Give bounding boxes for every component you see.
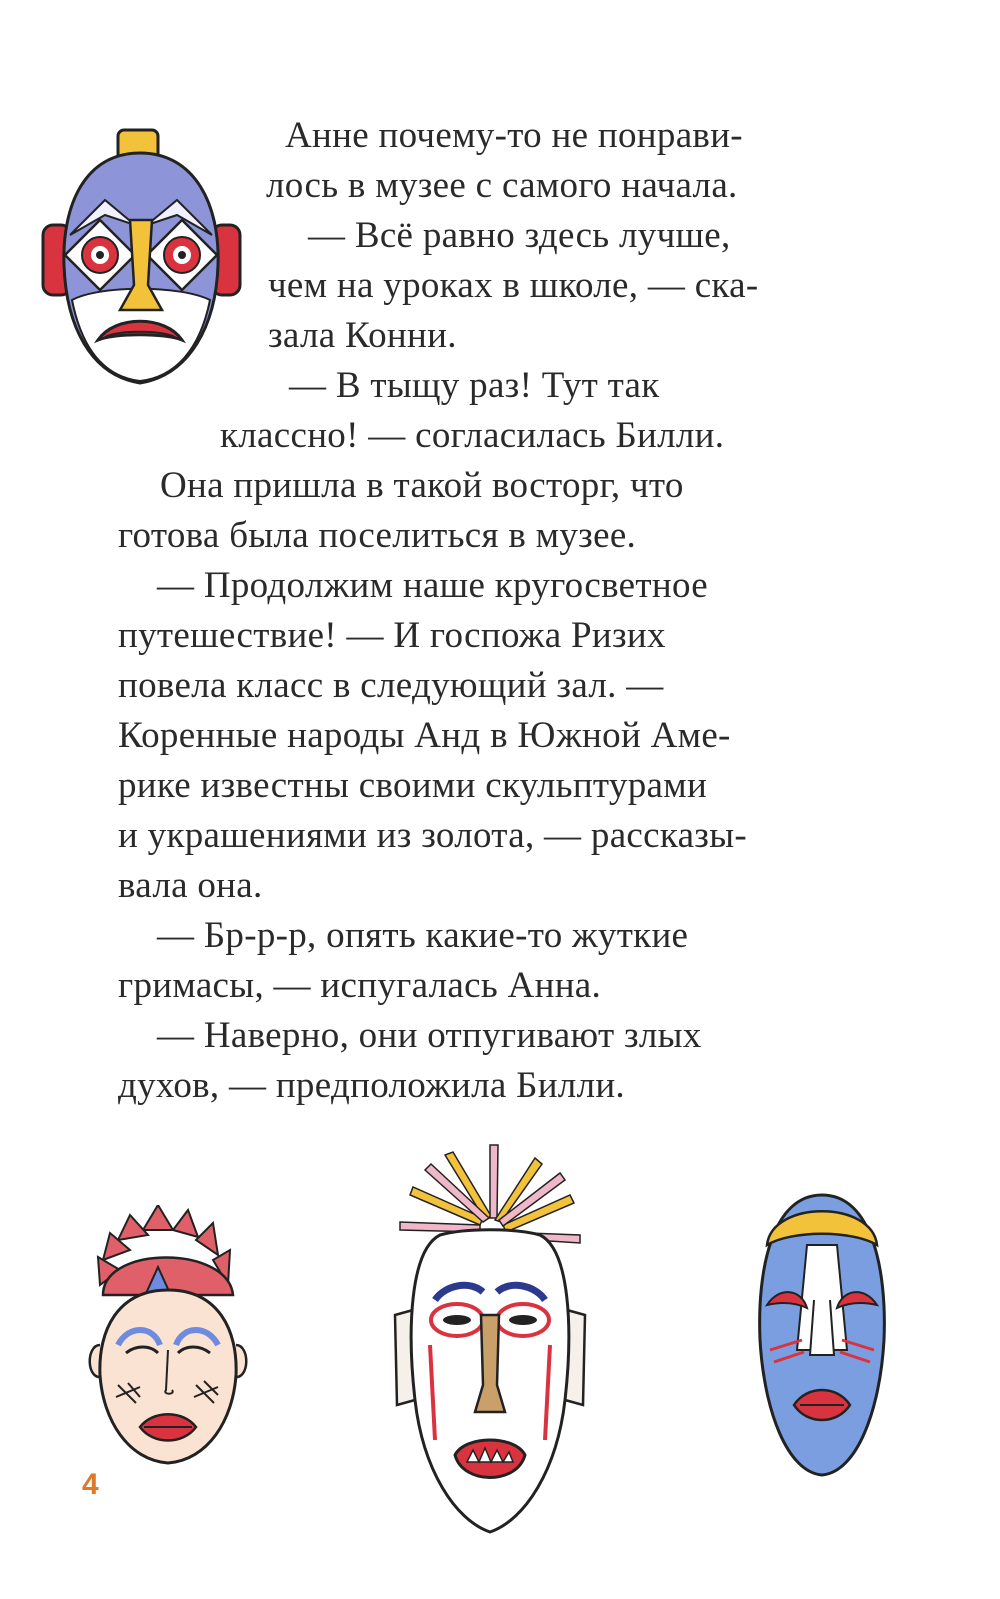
text-line: путешествие! — И госпожа Ризих xyxy=(118,615,666,656)
text-line: — Наверно, они отпугивают злых xyxy=(157,1015,702,1056)
text-line: готова была поселиться в музее. xyxy=(118,515,637,556)
bottom-center-mask-illustration xyxy=(385,1140,595,1540)
text-line: чем на уроках в школе, — ска- xyxy=(268,265,759,306)
bottom-right-mask-illustration xyxy=(752,1190,892,1480)
text-line: — Продолжим наше кругосветное xyxy=(157,565,708,606)
text-line: лось в музее с самого начала. xyxy=(266,165,738,206)
text-line: — В тыщу раз! Тут так xyxy=(289,365,660,406)
text-line: вала она. xyxy=(118,865,263,906)
page-number: 4 xyxy=(82,1468,99,1501)
text-line: гримасы, — испугалась Анна. xyxy=(118,965,602,1006)
text-line: рике известны своими скульптурами xyxy=(118,765,708,806)
top-mask-illustration xyxy=(40,125,245,387)
text-line: зала Конни. xyxy=(268,315,457,356)
bottom-left-mask-illustration xyxy=(88,1205,253,1470)
text-line: повела класс в следующий зал. — xyxy=(118,665,664,706)
text-line: и украшениями из золота, — рассказы- xyxy=(118,815,747,856)
text-line: классно! — согласилась Билли. xyxy=(220,415,725,456)
text-line: духов, — предположила Билли. xyxy=(118,1065,625,1106)
text-line: Анне почему-то не понрави- xyxy=(285,115,743,156)
text-line: — Всё равно здесь лучше, xyxy=(308,215,731,256)
text-line: Она пришла в такой восторг, что xyxy=(160,465,684,506)
text-line: Коренные народы Анд в Южной Аме- xyxy=(118,715,731,756)
text-line: — Бр-р-р, опять какие-то жуткие xyxy=(157,915,689,956)
